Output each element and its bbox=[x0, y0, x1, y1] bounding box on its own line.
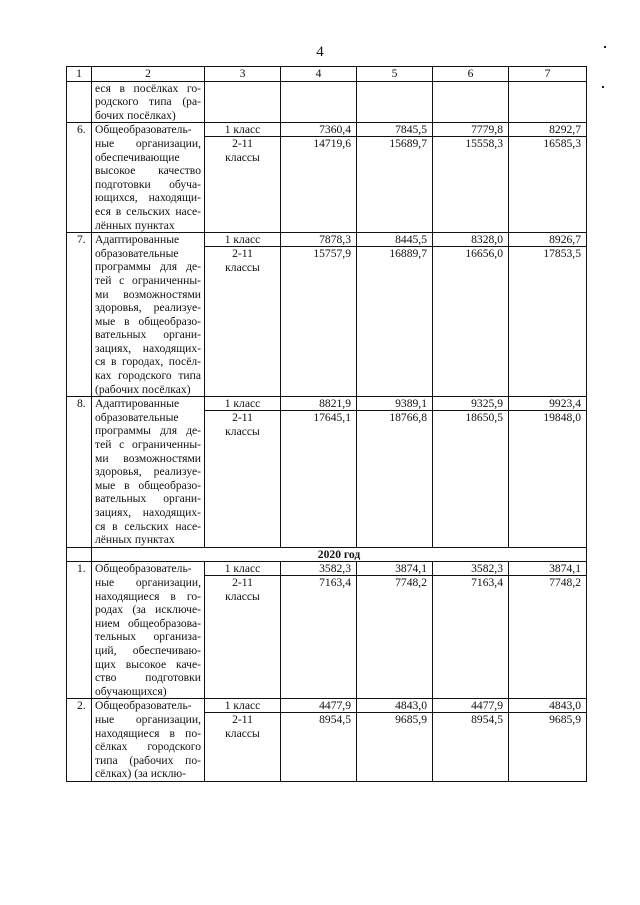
value-2-11-class: 8954,5 bbox=[471, 713, 503, 727]
description-line: подготовки обучa- bbox=[95, 177, 201, 191]
value-1-class: 4477,9 bbox=[281, 699, 356, 713]
scan-speck bbox=[602, 86, 604, 88]
class-2-11: 2-11 bbox=[232, 411, 253, 425]
year-row bbox=[67, 547, 587, 562]
value-1-class: 7878,3 bbox=[281, 233, 356, 247]
description-line: Общеобразователь- bbox=[95, 562, 192, 576]
value-2-11-class: 9685,9 bbox=[395, 713, 427, 727]
table-row bbox=[67, 397, 587, 548]
description-line: ми возможностями bbox=[95, 287, 201, 301]
value-cell bbox=[357, 233, 433, 397]
value-1-class: 4843,0 bbox=[509, 699, 586, 713]
value-1-class: 9389,1 bbox=[357, 397, 432, 411]
value-1-class: 4843,0 bbox=[357, 699, 432, 713]
row-number: 8. bbox=[67, 397, 92, 548]
class-1: 1 класс bbox=[205, 699, 280, 713]
table-row bbox=[67, 562, 587, 699]
value-cell bbox=[357, 123, 433, 233]
description-line: сёлках) (за исклю- bbox=[95, 767, 187, 781]
row-number: 1. bbox=[67, 562, 92, 699]
value-2-11-class: 15757,9 bbox=[313, 247, 351, 261]
value-1-class: 8328,0 bbox=[433, 233, 508, 247]
description-line: типа (рабочих по- bbox=[95, 753, 201, 767]
value-2-11-class: 7748,2 bbox=[549, 576, 581, 590]
value-cell bbox=[509, 699, 587, 782]
value-cell bbox=[433, 562, 509, 699]
description-line: ющихся, находящи- bbox=[95, 191, 201, 205]
value-cell bbox=[509, 233, 587, 397]
scan-speck bbox=[604, 46, 606, 48]
value-cell bbox=[281, 123, 357, 233]
value-2-11-class: 16889,7 bbox=[389, 247, 427, 261]
value-cell bbox=[433, 699, 509, 782]
row-number: 6. bbox=[67, 123, 92, 233]
class-2-11-word: классы bbox=[225, 589, 260, 603]
header-cell: 7 bbox=[509, 67, 587, 82]
value-2-11-class: 9685,9 bbox=[549, 713, 581, 727]
description-line: тей с ограниченны- bbox=[95, 438, 201, 452]
description-line: зациях, находящих- bbox=[95, 341, 201, 355]
value-cell bbox=[281, 699, 357, 782]
value-1-class: 8926,7 bbox=[509, 233, 586, 247]
description-line: тей с ограниченны- bbox=[95, 273, 201, 287]
class-2-11-word: классы bbox=[225, 424, 260, 438]
description-line: мые в общеобразо- bbox=[95, 314, 201, 328]
value-2-11-class: 15689,7 bbox=[389, 137, 427, 151]
value-1-class: 8292,7 bbox=[509, 123, 586, 137]
description-line: образовательные bbox=[95, 410, 179, 424]
description-line: ные организации, bbox=[95, 575, 201, 589]
description-line: образовательные bbox=[95, 246, 179, 260]
value-2-11-class: 17853,5 bbox=[543, 247, 581, 261]
value-1-class: 7845,5 bbox=[357, 123, 432, 137]
value-cell bbox=[281, 233, 357, 397]
description-line: ные организации, bbox=[95, 136, 201, 150]
class-2-11: 2-11 bbox=[232, 137, 253, 151]
description-line: ство подготовки bbox=[95, 671, 201, 685]
description-line: здоровья, реализуе- bbox=[95, 301, 201, 315]
class-1: 1 класс bbox=[205, 123, 280, 137]
class-1: 1 класс bbox=[205, 397, 280, 411]
header-cell: 6 bbox=[433, 67, 509, 82]
value-2-11-class: 7163,4 bbox=[471, 576, 503, 590]
value-cell bbox=[357, 562, 433, 699]
header-row bbox=[67, 67, 587, 82]
description-line: вательных органи- bbox=[95, 328, 201, 342]
value-cell bbox=[509, 397, 587, 548]
value-2-11-class: 18766,8 bbox=[389, 411, 427, 425]
value-2-11-class: 16585,3 bbox=[543, 137, 581, 151]
description-line: находящиеся в по- bbox=[95, 726, 201, 740]
description-line: высокое качество bbox=[95, 164, 201, 178]
description-line: зациях, находящих- bbox=[95, 506, 201, 519]
row-description bbox=[92, 699, 205, 782]
row-description bbox=[92, 562, 205, 699]
table-body bbox=[67, 67, 587, 782]
header-cell: 2 bbox=[92, 67, 205, 82]
description-line: вательных органи- bbox=[95, 492, 201, 506]
description-line: ций, обеспечиваю- bbox=[95, 643, 201, 657]
description-line: программы для де- bbox=[95, 424, 201, 438]
class-cell bbox=[205, 562, 281, 699]
row-number: 2. bbox=[67, 699, 92, 782]
description-line: Адаптированные bbox=[95, 397, 180, 411]
description-line: обеспечивающие bbox=[95, 150, 180, 164]
value-1-class: 3582,3 bbox=[433, 562, 508, 576]
class-cell bbox=[205, 233, 281, 397]
description-line: ся в сельских насе- bbox=[95, 519, 201, 533]
table-row bbox=[67, 123, 587, 233]
value-cell bbox=[433, 233, 509, 397]
value-1-class: 7360,4 bbox=[281, 123, 356, 137]
class-2-11-word: классы bbox=[225, 726, 260, 740]
description-line: Адаптированные bbox=[95, 233, 180, 247]
value-2-11-class: 18650,5 bbox=[465, 411, 503, 425]
value-1-class: 3874,1 bbox=[357, 562, 432, 576]
row-description bbox=[92, 123, 205, 233]
description-line: сёлках городского bbox=[95, 740, 201, 754]
value-2-11-class: 15558,3 bbox=[465, 137, 503, 151]
description-line: мые в общеобразо- bbox=[95, 478, 201, 492]
class-2-11-word: классы bbox=[225, 260, 260, 274]
value-cell bbox=[509, 123, 587, 233]
header-cell: 3 bbox=[205, 67, 281, 82]
value-2-11-class: 14719,6 bbox=[313, 137, 351, 151]
year-label: 2020 год bbox=[92, 547, 587, 562]
data-table bbox=[66, 66, 587, 782]
row-number: 7. bbox=[67, 233, 92, 397]
class-cell bbox=[205, 123, 281, 233]
description-line: лённых пунктах bbox=[95, 218, 175, 232]
row-description bbox=[92, 233, 205, 397]
description-line: ми возможностями bbox=[95, 451, 201, 465]
value-cell bbox=[281, 397, 357, 548]
description-line: здоровья, реализуе- bbox=[95, 465, 201, 479]
class-1: 1 класс bbox=[205, 233, 280, 247]
value-2-11-class: 7163,4 bbox=[319, 576, 351, 590]
header-cell: 1 bbox=[67, 67, 92, 82]
value-1-class: 8821,9 bbox=[281, 397, 356, 411]
description-line: ные организации, bbox=[95, 712, 201, 726]
description-line: программы для де- bbox=[95, 260, 201, 274]
class-cell bbox=[205, 397, 281, 548]
page-number: 4 bbox=[316, 44, 324, 60]
row-description bbox=[92, 397, 205, 548]
description-line: лённых пунктах bbox=[95, 533, 175, 547]
value-2-11-class: 19848,0 bbox=[543, 411, 581, 425]
description-line: щих высокое каче- bbox=[95, 657, 201, 671]
class-cell bbox=[205, 699, 281, 782]
description-line: Общеобразователь- bbox=[95, 123, 192, 137]
description-line: тельных организа- bbox=[95, 630, 201, 644]
header-cell: 4 bbox=[281, 67, 357, 82]
value-2-11-class: 8954,5 bbox=[319, 713, 351, 727]
value-1-class: 3874,1 bbox=[509, 562, 586, 576]
value-cell bbox=[433, 397, 509, 548]
class-2-11: 2-11 bbox=[232, 576, 253, 590]
class-1: 1 класс bbox=[205, 562, 280, 576]
description-line: (рабочих посёлках) bbox=[95, 382, 191, 396]
table-row bbox=[67, 699, 587, 782]
value-2-11-class: 16656,0 bbox=[465, 247, 503, 261]
description-line: родах (за исключе- bbox=[95, 603, 201, 617]
value-1-class: 3582,3 bbox=[281, 562, 356, 576]
header-cell: 5 bbox=[357, 67, 433, 82]
value-cell bbox=[357, 397, 433, 548]
description-line: Общеобразователь- bbox=[95, 699, 192, 713]
description-line: ся в городах, посёл- bbox=[95, 355, 201, 369]
value-1-class: 8445,5 bbox=[357, 233, 432, 247]
continuation-text: еся в посёлках го- родского типа (ра- бочих посёлках) bbox=[92, 81, 205, 123]
description-line: обучающихся) bbox=[95, 684, 167, 698]
value-cell bbox=[357, 699, 433, 782]
class-2-11-word: классы bbox=[225, 150, 260, 164]
value-1-class: 7779,8 bbox=[433, 123, 508, 137]
value-cell bbox=[281, 562, 357, 699]
description-line: нием общеобразова- bbox=[95, 616, 201, 630]
description-line: ках городского типа bbox=[95, 369, 201, 383]
value-2-11-class: 7748,2 bbox=[395, 576, 427, 590]
continuation-row bbox=[67, 81, 587, 123]
class-2-11: 2-11 bbox=[232, 713, 253, 727]
description-line: еся в сельских насе- bbox=[95, 204, 201, 218]
value-1-class: 9923,4 bbox=[509, 397, 586, 411]
value-1-class: 9325,9 bbox=[433, 397, 508, 411]
table-row bbox=[67, 233, 587, 397]
value-2-11-class: 17645,1 bbox=[313, 411, 351, 425]
value-cell bbox=[509, 562, 587, 699]
description-line: находящиеся в го- bbox=[95, 589, 201, 603]
value-cell bbox=[433, 123, 509, 233]
class-2-11: 2-11 bbox=[232, 247, 253, 261]
value-1-class: 4477,9 bbox=[433, 699, 508, 713]
